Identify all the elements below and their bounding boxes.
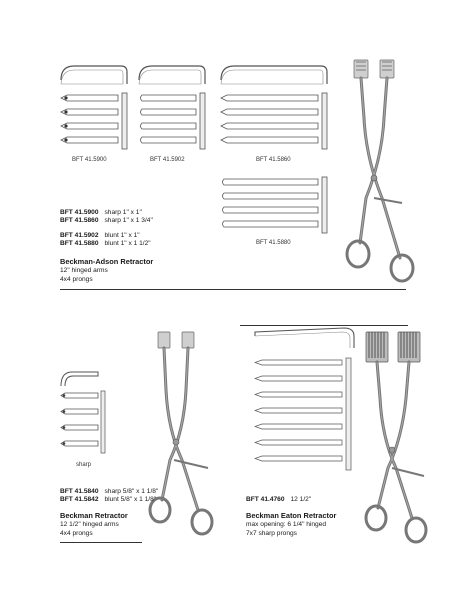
retractor-instrument-icon: [344, 58, 434, 288]
figure-code-5860: BFT 41.5860: [256, 157, 291, 163]
spec-detail: sharp 1" x 1": [104, 209, 142, 216]
spec-detail: 12 1/2": [290, 496, 312, 503]
spec-row: [60, 232, 140, 240]
section-divider: [60, 289, 406, 290]
spec-row: [60, 217, 153, 225]
product-desc-line: 4x4 prongs: [60, 276, 93, 283]
product-desc-line: 12" hinged arms: [60, 267, 108, 274]
section-divider: [60, 542, 142, 543]
spec-row: [60, 488, 158, 496]
blade-profile-5902: [136, 60, 216, 90]
spec-detail: sharp 1" x 1 3/4": [104, 217, 153, 224]
spec-code: BFT 41.5840: [60, 488, 99, 495]
prong-blade: [252, 357, 362, 477]
prong-blade-5902: [136, 92, 216, 152]
spec-row: [60, 496, 156, 504]
product-title: Beckman Eaton Retractor: [246, 511, 337, 520]
figure-code-5902: BFT 41.5902: [150, 157, 185, 163]
prong-blade: [58, 390, 108, 460]
product-desc-line: max opening: 6 1/4" hinged: [246, 521, 327, 528]
retractor-instrument-icon: [148, 330, 228, 540]
figure-code-5880: BFT 41.5880: [256, 240, 291, 246]
spec-code: BFT 41.5900: [60, 209, 99, 216]
product-title: Beckman Retractor: [60, 511, 128, 520]
spec-row: [60, 240, 151, 248]
blade-profile-5900: [58, 60, 138, 90]
spec-code: BFT 41.5860: [60, 217, 99, 224]
spec-code: BFT 41.5880: [60, 240, 99, 247]
prong-blade-5900: [58, 92, 138, 152]
spec-row: [60, 209, 142, 217]
spec-row: [246, 496, 311, 504]
figure-code-5900: BFT 41.5900: [72, 157, 107, 163]
blade-profile: [58, 368, 108, 390]
spec-code: BFT 41.5842: [60, 496, 99, 503]
product-desc-line: 4x4 prongs: [60, 530, 93, 537]
spec-code: BFT 41.4760: [246, 496, 285, 503]
spec-detail: blunt 1" x 1": [104, 232, 140, 239]
spec-detail: blunt 1" x 1 1/2": [104, 240, 151, 247]
spec-detail: sharp 5/8" x 1 1/8": [104, 488, 159, 495]
spec-detail: blunt 5/8" x 1 1/8": [104, 496, 157, 503]
blade-profile-5860: [218, 60, 338, 90]
prong-blade-5860: [218, 92, 338, 152]
retractor-instrument-icon: [362, 328, 442, 548]
product-desc-line: 12 1/2" hinged arms: [60, 521, 119, 528]
prong-blade-5880: [218, 176, 338, 236]
spec-code: BFT 41.5902: [60, 232, 99, 239]
product-desc-line: 7x7 sharp prongs: [246, 530, 297, 537]
figure-label: sharp: [76, 462, 92, 468]
blade-profile: [252, 322, 362, 352]
product-title: Beckman-Adson Retractor: [60, 257, 154, 266]
